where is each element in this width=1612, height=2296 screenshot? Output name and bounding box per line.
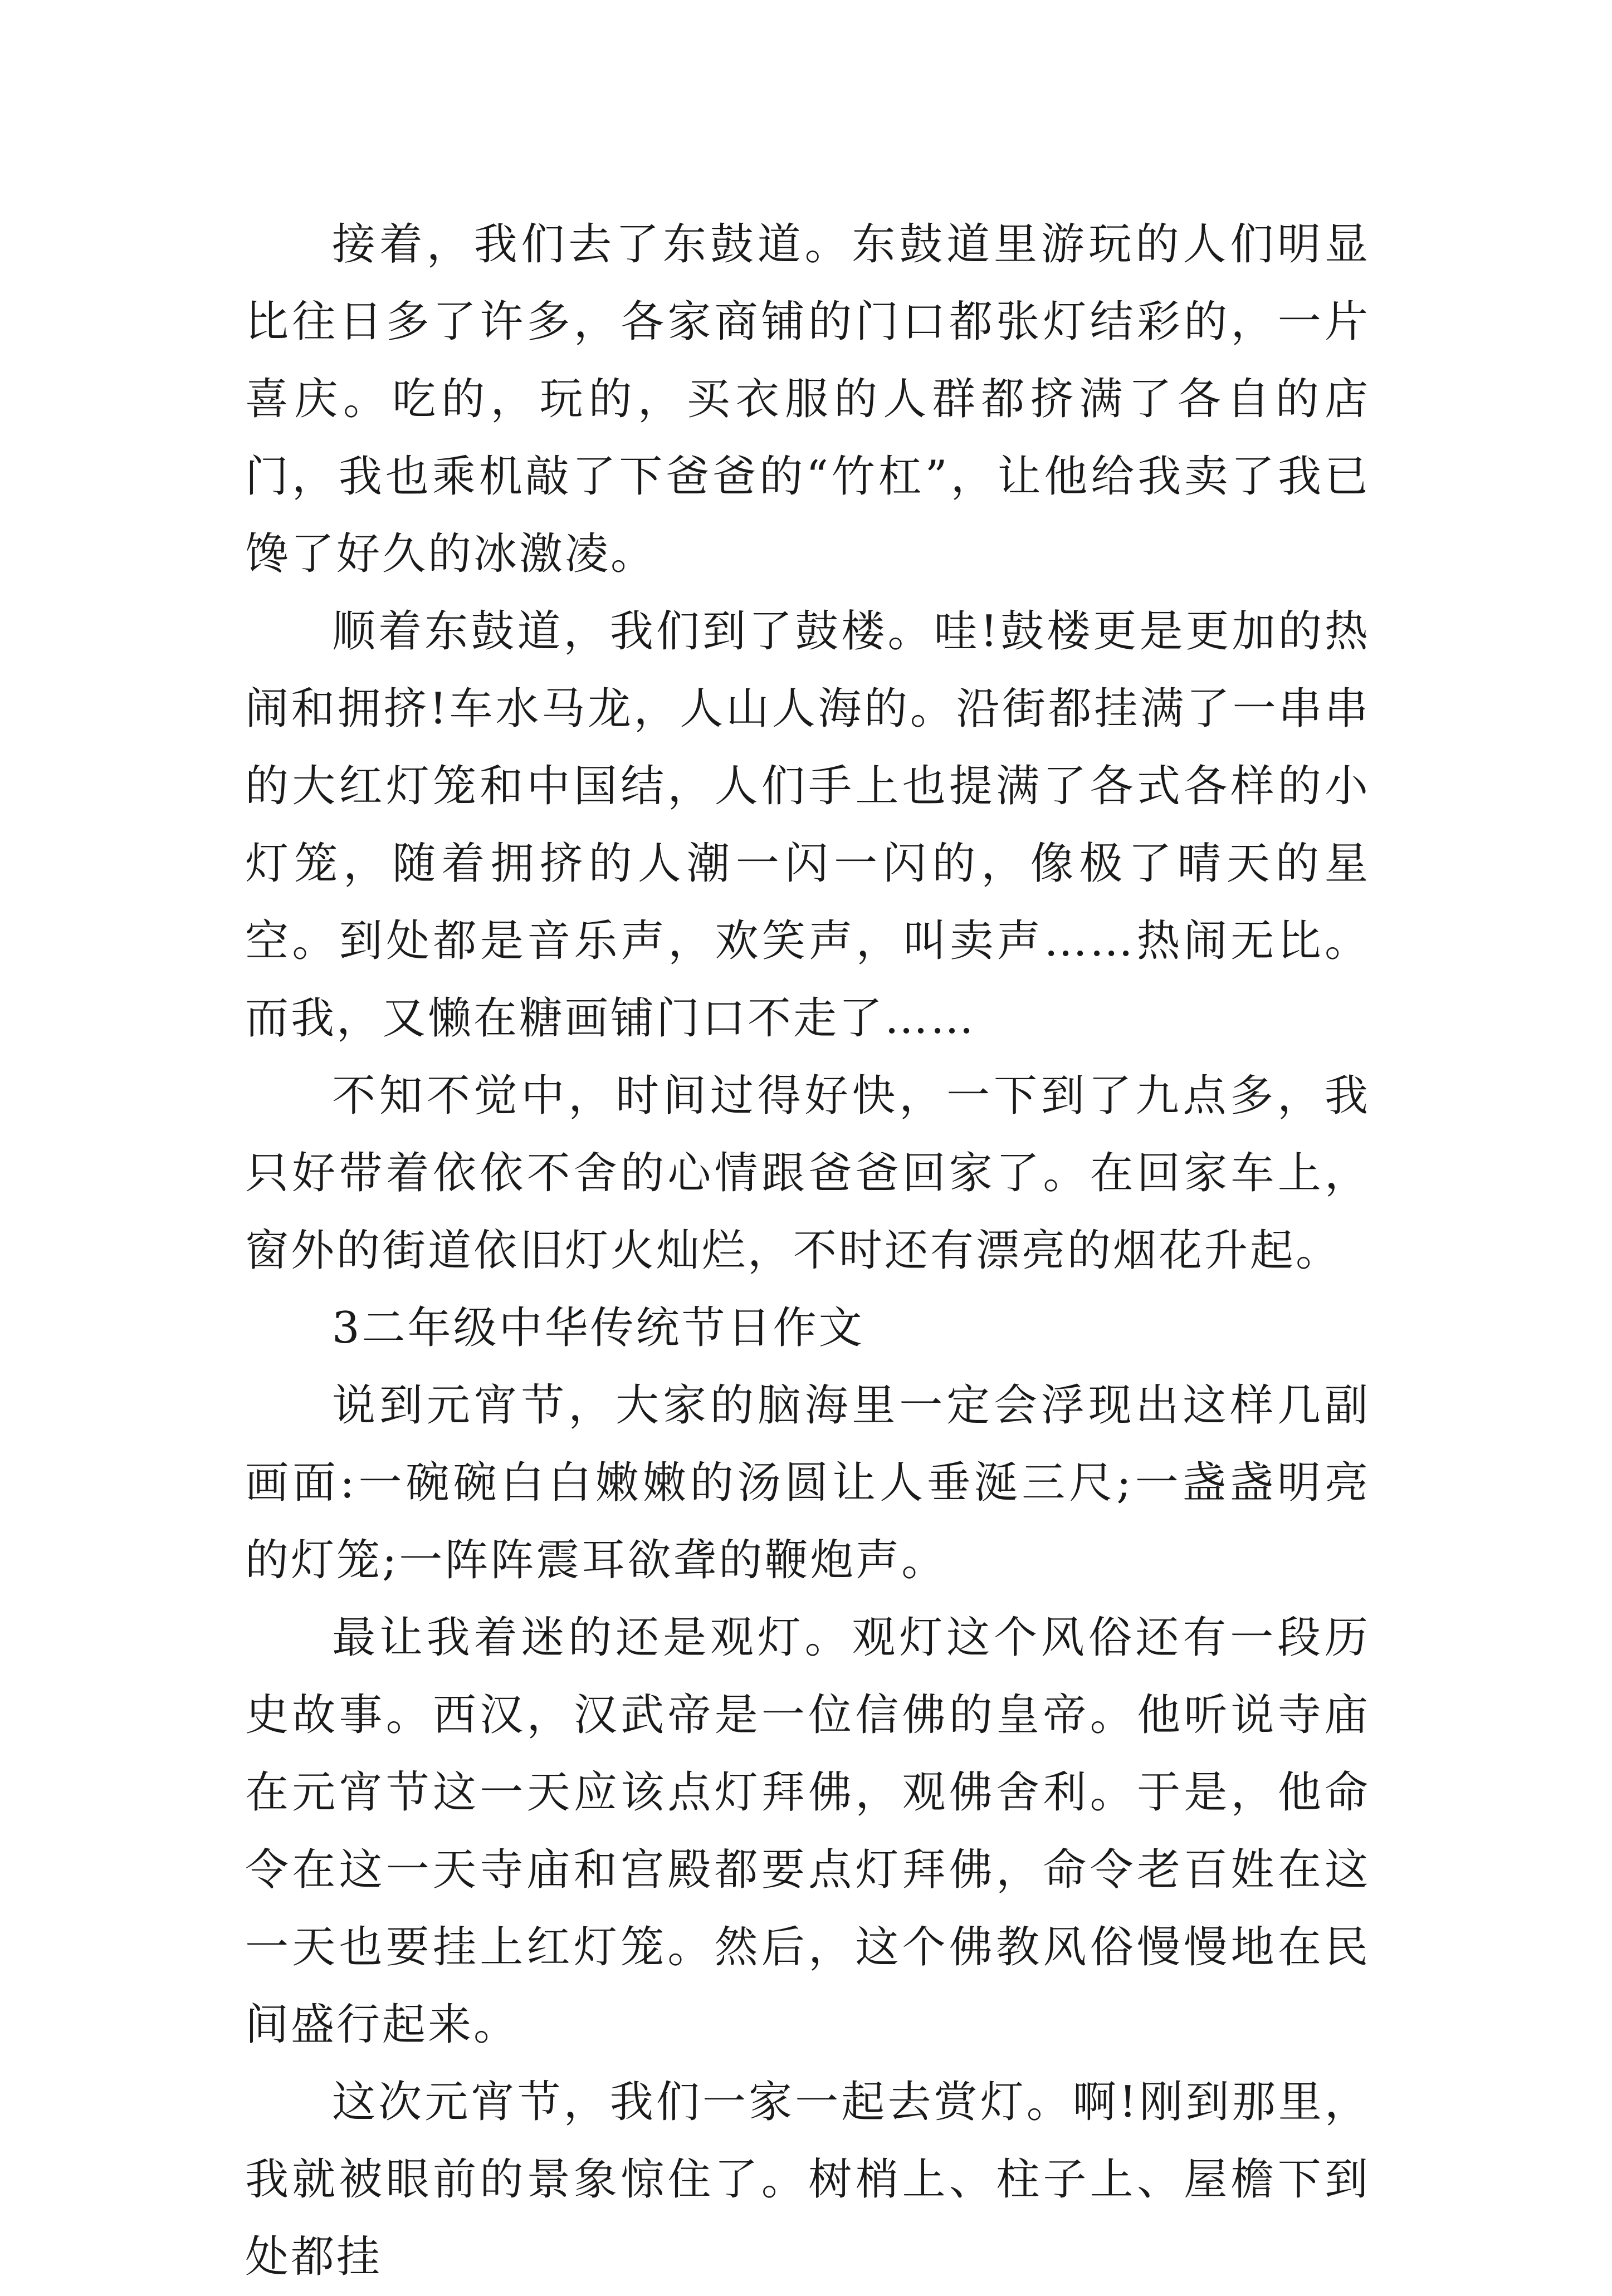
paragraph-lantern-festival-intro: 说到元宵节，大家的脑海里一定会浮现出这样几副画面:一碗碗白白嫩嫩的汤圆让人垂涎三尺;一盏盏明亮的灯笼;一阵阵震耳欲聋的鞭炮声。: [245, 1380, 1370, 1585]
paragraph-dongudao: 接着，我们去了东鼓道。东鼓道里游玩的人们明显比往日多了许多，各家商铺的门口都张灯结彩的，一片喜庆。吃的，玩的，买衣服的人群都挤满了各自的店门，我也乘机敲了下爸爸的“竹杠”，让他给我卖了我已馋了好久的冰激凌。: [245, 219, 1370, 579]
document-body: [245, 206, 1370, 2296]
paragraph-lantern-history: 最让我着迷的还是观灯。观灯这个风俗还有一段历史故事。西汉，汉武帝是一位信佛的皇帝。他听说寺庙在元宵节这一天应该点灯拜佛，观佛舍利。于是，他命令在这一天寺庙和宫殿都要点灯拜佛，命令老百姓在这一天也要挂上红灯笼。然后，这个佛教风俗慢慢地在民间盛行起来。: [245, 1613, 1370, 2050]
essay-heading: 3二年级中华传统节日作文: [332, 1303, 864, 1353]
paragraph-viewing-lanterns: 这次元宵节，我们一家一起去赏灯。啊!刚到那里，我就被眼前的景象惊住了。树梢上、柱子上、屋檐下到处都挂: [245, 2077, 1370, 2282]
paragraph-going-home: 不知不觉中，时间过得好快，一下到了九点多，我只好带着依依不舍的心情跟爸爸回家了。在回家车上，窗外的街道依旧灯火灿烂，不时还有漂亮的烟花升起。: [245, 1071, 1370, 1276]
paragraph-gulou: 顺着东鼓道，我们到了鼓楼。哇!鼓楼更是更加的热闹和拥挤!车水马龙，人山人海的。沿街都挂满了一串串的大红灯笼和中国结，人们手上也提满了各式各样的小灯笼，随着拥挤的人潮一闪一闪的，像极了晴天的星空。到处都是音乐声，欢笑声，叫卖声……热闹无比。而我，又懒在糖画铺门口不走了……: [245, 606, 1370, 1044]
